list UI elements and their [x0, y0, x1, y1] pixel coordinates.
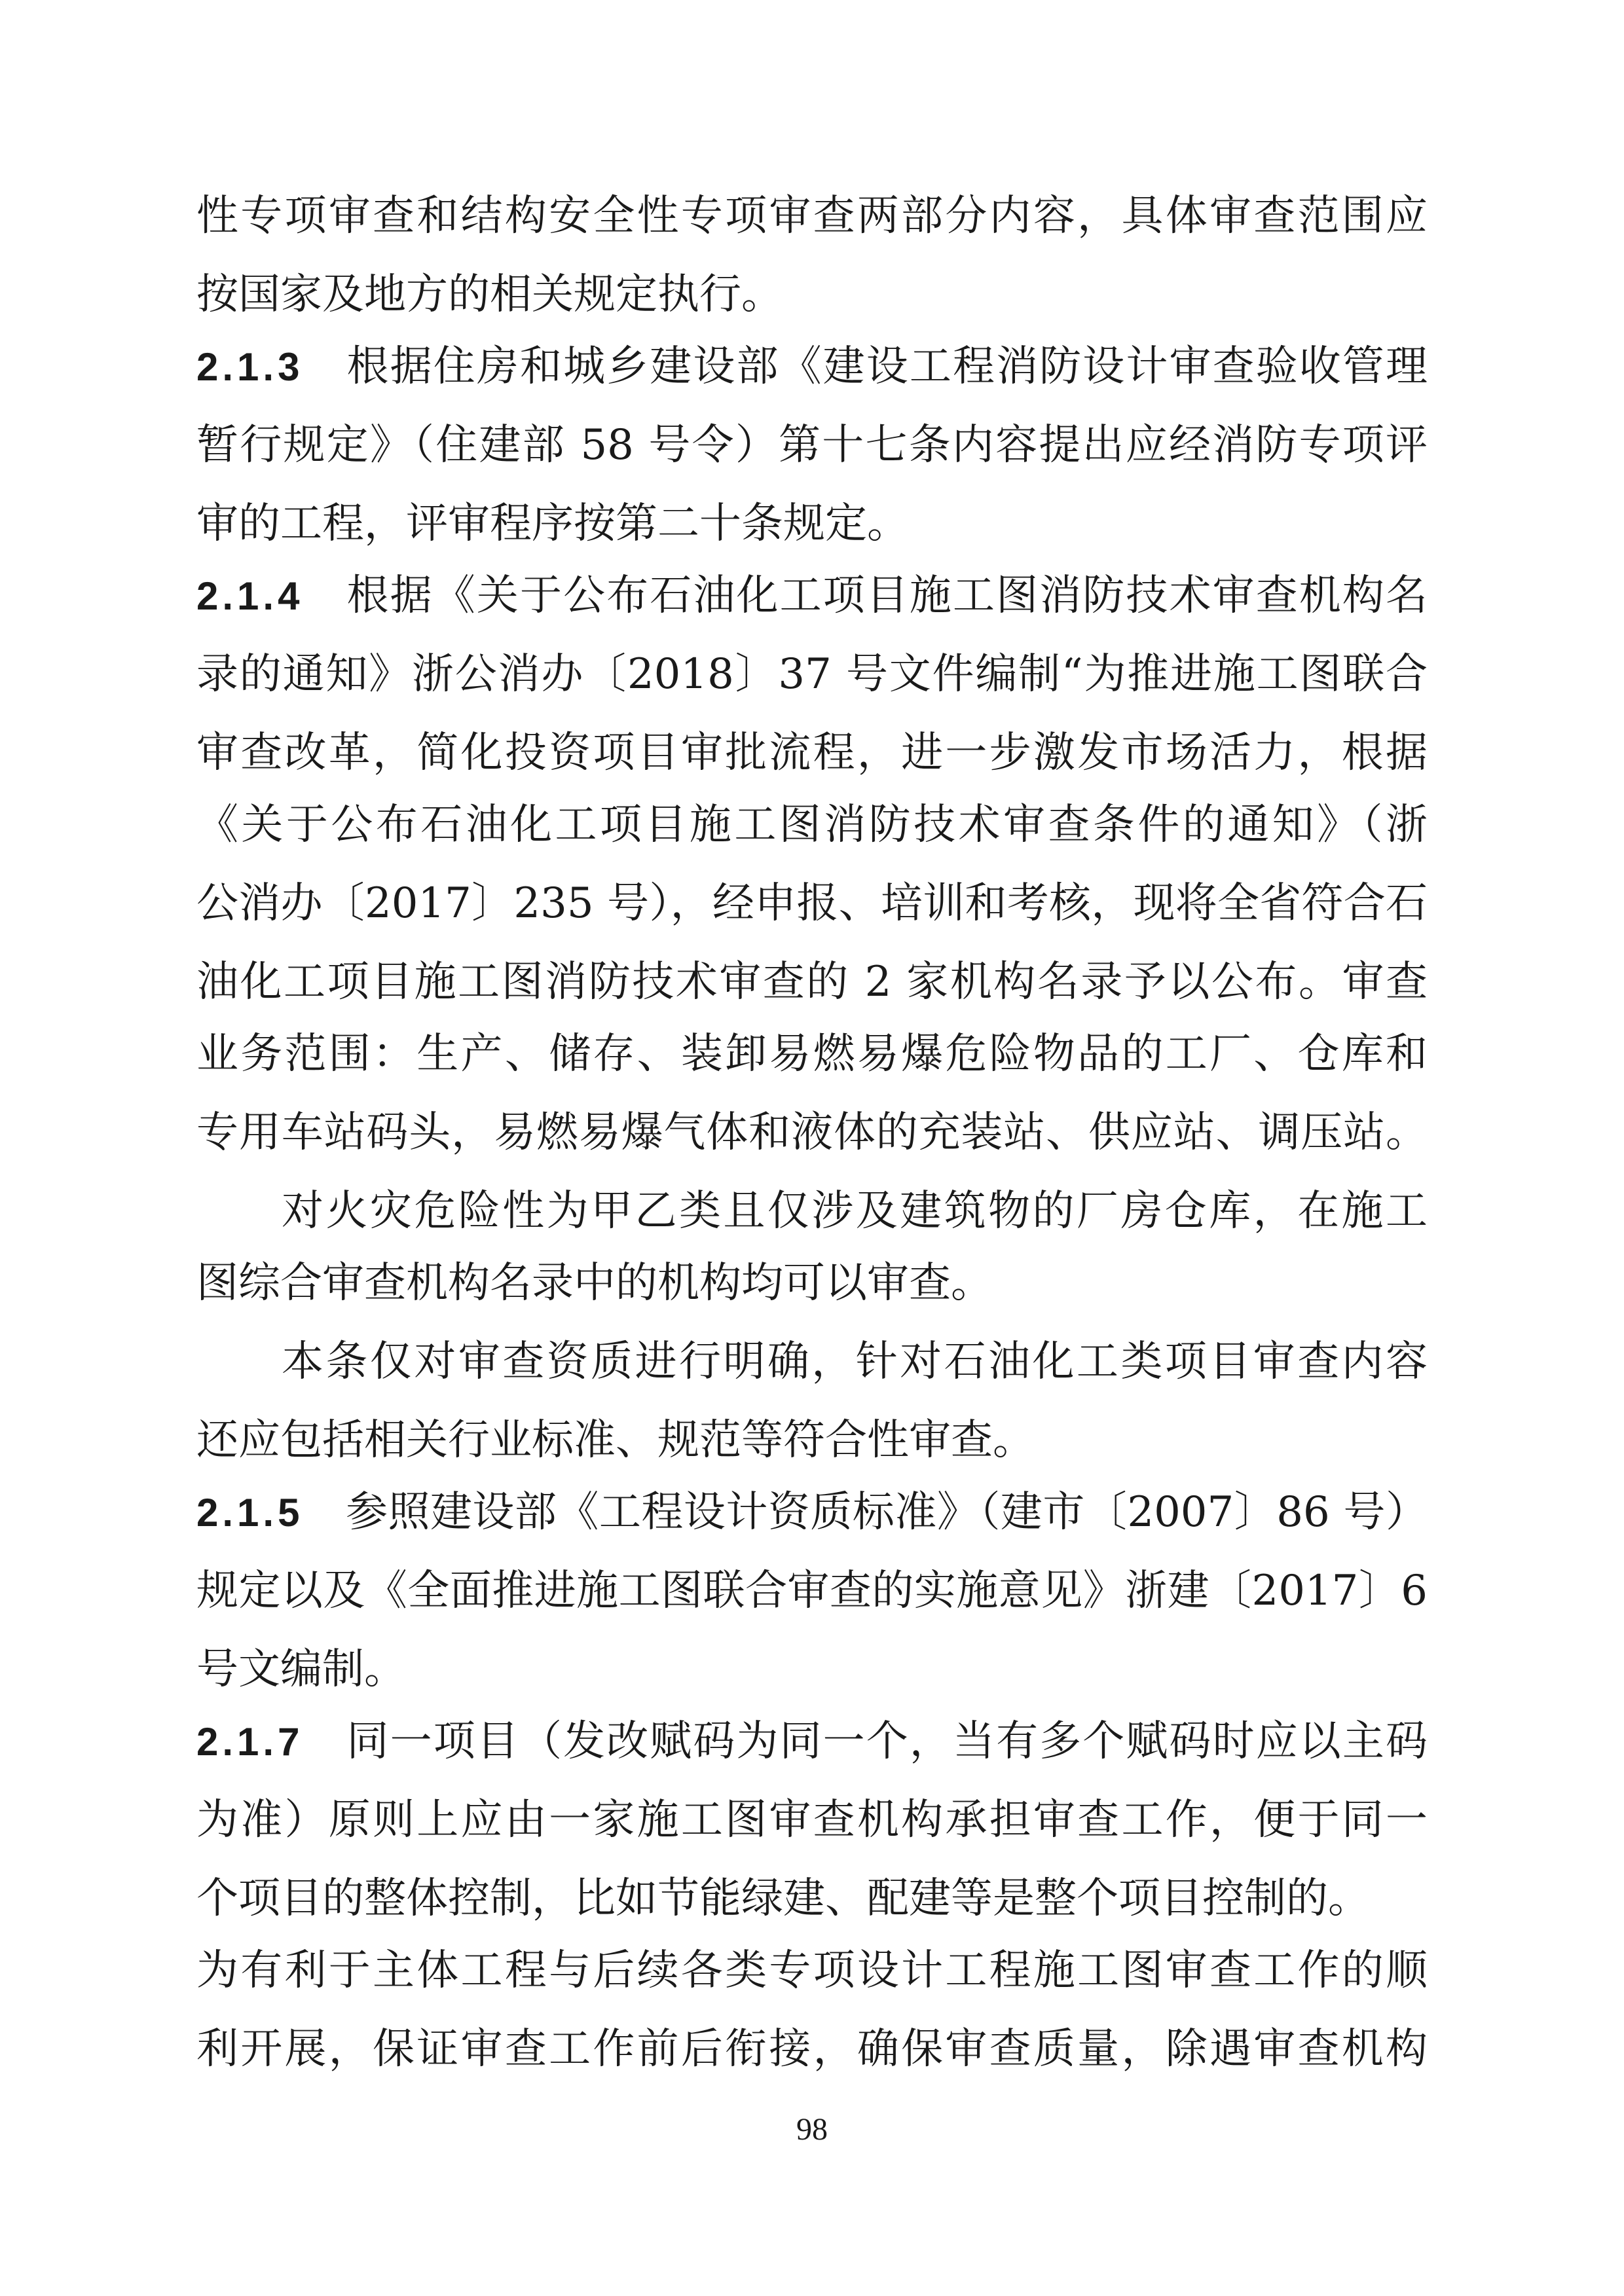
text-line — [196, 1555, 1428, 1627]
line-text: 审的工程，评审程序按第二十条规定。 — [196, 500, 909, 548]
line-text: 《关于公布石油化工项目施工图消防技术审查条件的通知》（浙 — [196, 801, 1428, 849]
text-line — [196, 717, 1428, 789]
line-text: 还应包括相关行业标准、规范等符合性审查。 — [196, 1416, 1035, 1465]
clause-number: 2.1.7 — [196, 1720, 304, 1764]
clause-number: 2.1.4 — [196, 574, 304, 618]
text-line — [282, 1326, 1428, 1398]
clause-line — [196, 560, 1428, 632]
text-line — [196, 1018, 1428, 1090]
text-line — [196, 789, 1428, 861]
line-text: 同一项目（发改赋码为同一个，当有多个赋码时应以主码 — [345, 1717, 1428, 1766]
line-text: 性专项审查和结构安全性专项审查两部分内容，具体审查范围应 — [196, 192, 1428, 240]
clause-number: 2.1.3 — [196, 345, 304, 389]
text-line — [282, 1175, 1428, 1247]
clause-line — [196, 1476, 1428, 1548]
clause-line — [196, 331, 1428, 403]
text-line — [196, 1404, 1428, 1476]
line-text: 规定以及《全面推进施工图联合审查的实施意见》浙建〔2017〕6 — [196, 1567, 1428, 1615]
text-line — [196, 1784, 1428, 1856]
page-number: 98 — [796, 2112, 828, 2147]
line-text: 业务范围：生产、储存、装卸易燃易爆危险物品的工厂、仓库和 — [196, 1030, 1428, 1078]
text-line — [196, 259, 1428, 331]
line-text: 按国家及地方的相关规定执行。 — [196, 270, 783, 319]
clause-line — [196, 1705, 1428, 1777]
clause-number: 2.1.5 — [196, 1491, 304, 1535]
line-text: 根据住房和城乡建设部《建设工程消防设计审查验收管理 — [345, 342, 1428, 391]
line-text: 为准）原则上应由一家施工图审查机构承担审查工作，便于同一 — [196, 1796, 1428, 1844]
line-text: 参照建设部《工程设计资质标准》（建市〔2007〕86 号） — [345, 1488, 1428, 1537]
text-line — [196, 1863, 1428, 1935]
text-line — [196, 1633, 1428, 1705]
line-text: 个项目的整体控制，比如节能绿建、配建等是整个项目控制的。 — [196, 1874, 1370, 1923]
line-text: 图综合审查机构名录中的机构均可以审查。 — [196, 1259, 993, 1307]
text-line — [196, 409, 1428, 481]
text-line — [196, 867, 1428, 939]
text-line — [196, 946, 1428, 1018]
text-line — [196, 1935, 1428, 2007]
text-line — [196, 1097, 1428, 1169]
text-line — [196, 180, 1428, 252]
text-line — [196, 1247, 1428, 1319]
line-text: 为有利于主体工程与后续各类专项设计工程施工图审查工作的顺 — [196, 1946, 1428, 1995]
line-text: 暂行规定》（住建部 58 号令）第十七条内容提出应经消防专项评 — [196, 421, 1428, 469]
line-text: 根据《关于公布石油化工项目施工图消防技术审查机构名 — [345, 572, 1428, 620]
line-text: 油化工项目施工图消防技术审查的 2 家机构名录予以公布。审查 — [196, 958, 1428, 1006]
line-text: 录的通知》浙公消办〔2018〕37 号文件编制“为推进施工图联合 — [196, 650, 1428, 699]
line-text: 对火灾危险性为甲乙类且仅涉及建筑物的厂房仓库，在施工 — [282, 1187, 1428, 1235]
text-line — [196, 488, 1428, 560]
line-text: 公消办〔2017〕235 号），经申报、培训和考核，现将全省符合石 — [196, 879, 1428, 928]
line-text: 审查改革，简化投资项目审批流程，进一步激发市场活力，根据 — [196, 729, 1428, 777]
text-line — [196, 2013, 1428, 2085]
line-text: 号文编制。 — [196, 1645, 406, 1694]
line-text: 利开展，保证审查工作前后衔接，确保审查质量，除遇审查机构 — [196, 2025, 1428, 2073]
line-text: 本条仅对审查资质进行明确，针对石油化工类项目审查内容 — [282, 1338, 1428, 1386]
line-text: 专用车站码头，易燃易爆气体和液体的充装站、供应站、调压站。 — [196, 1108, 1428, 1157]
text-line — [196, 638, 1428, 710]
